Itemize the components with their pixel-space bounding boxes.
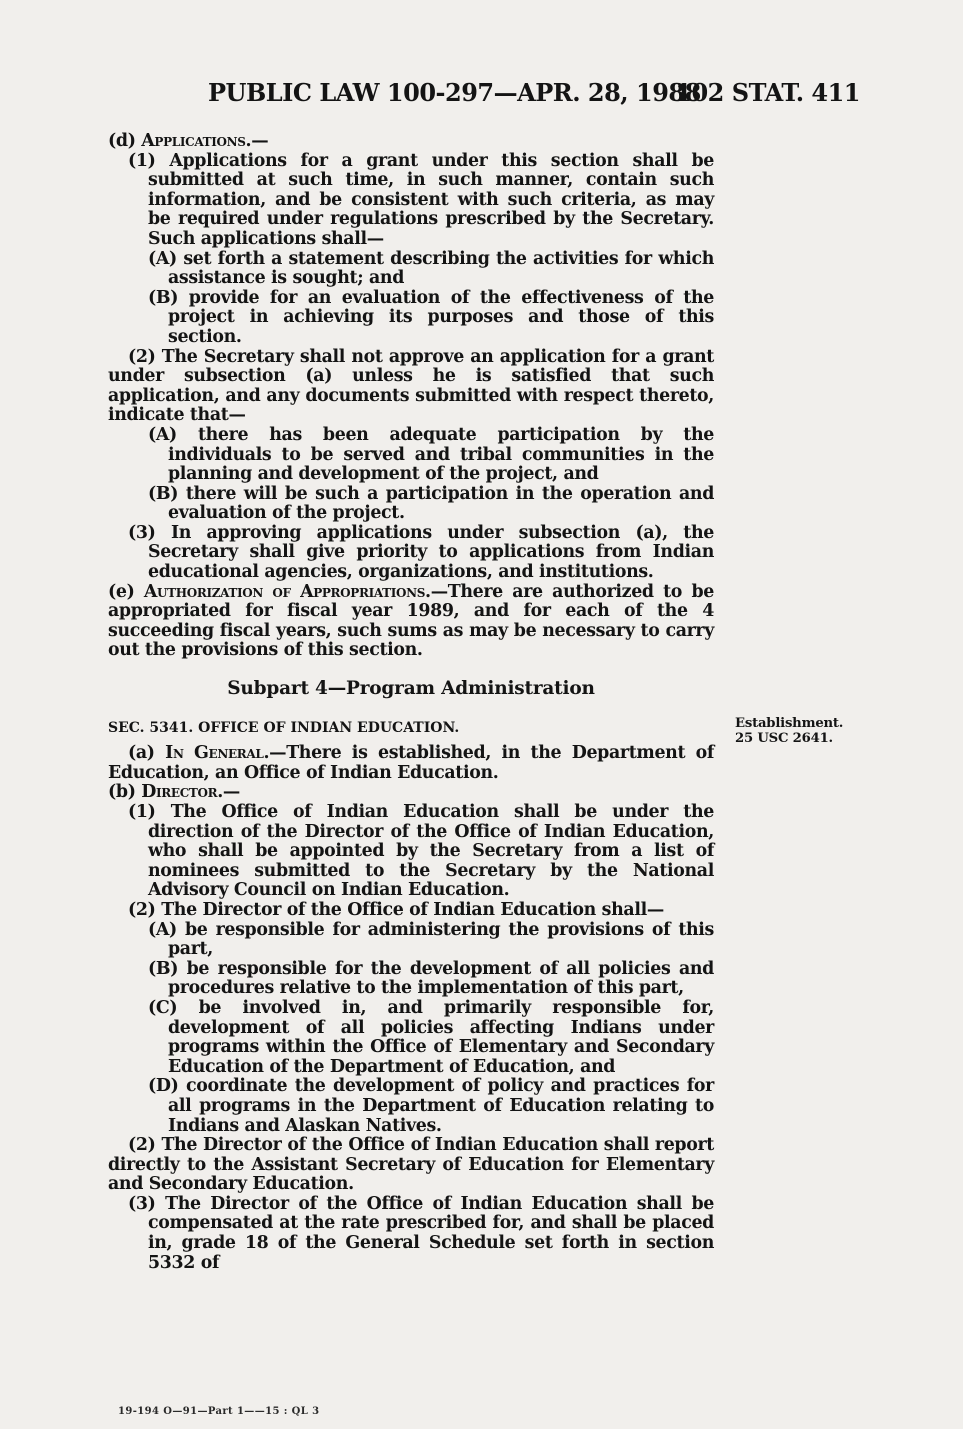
subpart-heading: Subpart 4—Program Administration <box>227 678 595 700</box>
paragraph-d2: (2) The Secretary shall not approve an application for a grant under subsection (a) unless he is satisfied that such application, and any documents submitted with respect thereto, indicate that— <box>108 346 714 426</box>
subsection-a: (a) In General.—There is established, in the Department of Education, an Office of Indian Education. <box>108 743 714 783</box>
subsection-d-heading: (d) Applications.— <box>108 131 269 151</box>
section-heading: SEC. 5341. OFFICE OF INDIAN EDUCATION. <box>108 719 460 736</box>
paragraph-b2-second: (2) The Director of the Office of Indian Education shall report directly to the Assistant Secretary of Education for Elementary and Secondary Education. <box>108 1135 714 1195</box>
paragraph-d2A: (A) there has been adequate participation by the individuals to be served and tribal communities in the planning and development of the project, and <box>148 424 714 485</box>
header-stat-page: 102 STAT. 411 <box>675 78 860 107</box>
margin-note <box>735 717 865 746</box>
document-body <box>108 132 714 1273</box>
paragraph-d2B: (B) there will be such a participation in the operation and evaluation of the project. <box>148 483 714 524</box>
paragraph-b3: (3) The Director of the Office of Indian Education shall be compensated at the rate prescribed for, and shall be placed in, grade 18 of the General Schedule set forth in section 5332 of <box>128 1193 714 1273</box>
paragraph-d1A: (A) set forth a statement describing the activities for which assistance is sought; and <box>148 248 714 289</box>
paragraph-b2C: (C) be involved in, and primarily responsible for, development of all policies affecting Indians under programs within the Office of Elementary and Secondary Education of the Department of Education, and <box>148 997 714 1077</box>
paragraph-d1B: (B) provide for an evaluation of the effectiveness of the project in achieving its purposes and those of this section. <box>148 287 714 347</box>
paragraph-b2B: (B) be responsible for the development of all policies and procedures relative to the implementation of this part, <box>148 958 714 999</box>
paragraph-b1: (1) The Office of Indian Education shall be under the direction of the Director of the Office of Indian Education, who shall be appointed by the Secretary from a list of nominees submitted to the Secretary by the National Advisory Council on Indian Education. <box>128 802 714 901</box>
subsection-e: (e) Authorization of Appropriations.—There are authorized to be appropriated for fiscal year 1989, and for each of the 4 succeeding fiscal years, such sums as may be necessary to carry out the provisions of this section. <box>108 581 714 661</box>
paragraph-d1: (1) Applications for a grant under this section shall be submitted at such time, in such manner, contain such information, and be consistent with such criteria, as may be required under regulations prescribed by the Secretary. Such applications shall— <box>128 150 714 249</box>
margin-note-citation: 25 USC 2641. <box>735 730 833 746</box>
paragraph-b2: (2) The Director of the Office of Indian Education shall— <box>128 899 664 920</box>
paragraph-d3: (3) In approving applications under subsection (a), the Secretary shall give priority to applications from Indian educational agencies, organizations, and institutions. <box>128 522 714 583</box>
paragraph-b2D: (D) coordinate the development of policy and practices for all programs in the Department of Education relating to Indians and Alaskan Natives. <box>148 1076 714 1136</box>
header-title: PUBLIC LAW 100-297—APR. 28, 1988 <box>208 78 701 107</box>
margin-note-label: Establishment. <box>735 716 844 731</box>
running-header <box>108 78 860 112</box>
paragraph-b2A: (A) be responsible for administering the provisions of this part, <box>148 919 714 960</box>
print-footer-code: 19-194 O—91—Part 1——15 : QL 3 <box>118 1406 320 1417</box>
subsection-b-heading: (b) Director.— <box>108 782 240 803</box>
